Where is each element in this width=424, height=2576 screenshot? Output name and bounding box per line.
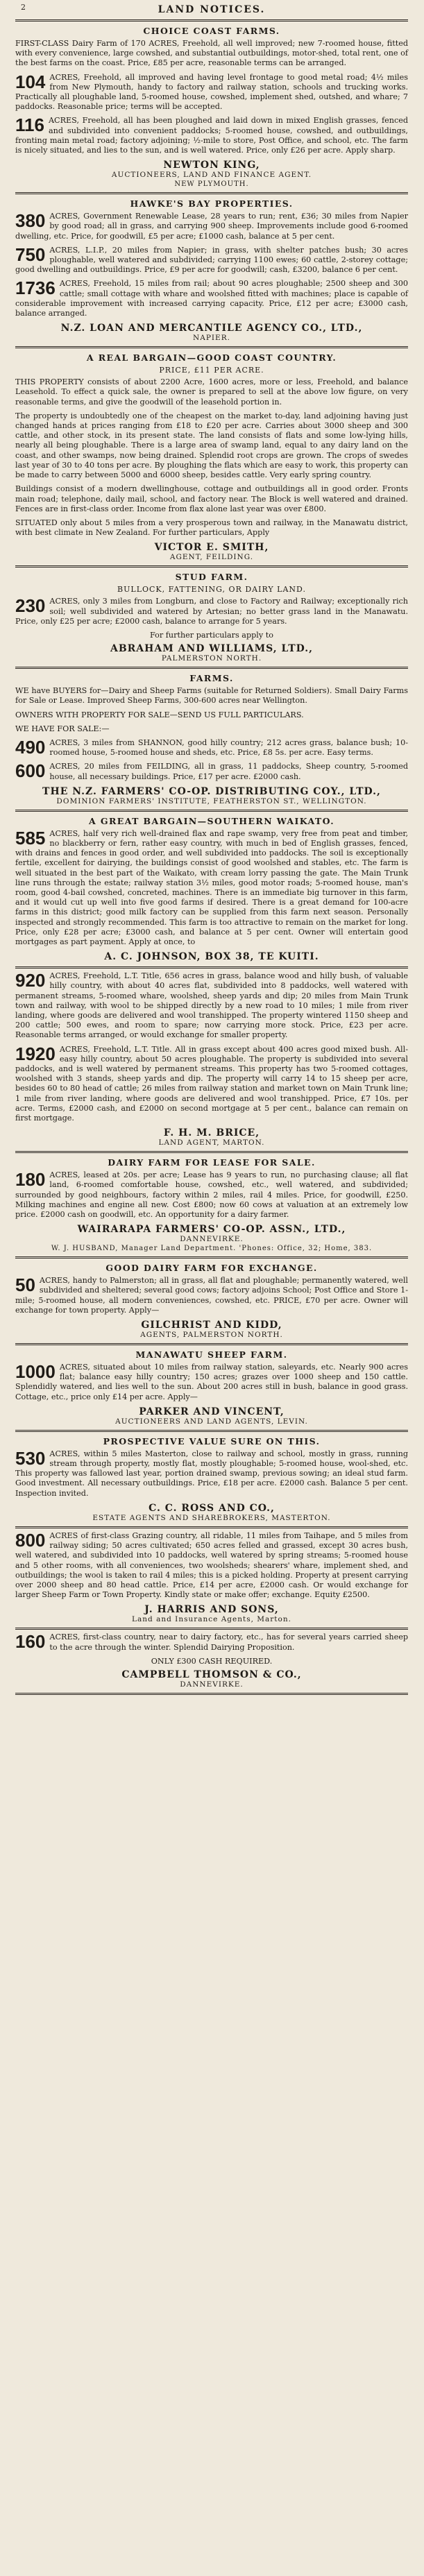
section-divider (15, 667, 408, 669)
listing-ad (15, 686, 408, 706)
ad-text: SITUATED only about 5 miles from a very prosperous town and railway, in the Manawatu district, with best climate in New Zealand. For further particulars, Apply (15, 518, 408, 538)
listing-ad (15, 1632, 408, 1652)
listing-ad (15, 411, 408, 480)
section-heading: MANAWATU SHEEP FARM. (135, 1349, 288, 1360)
agent-subtitle: LAND AGENT, MARTON. (158, 1138, 265, 1148)
ad-text: OWNERS WITH PROPERTY FOR SALE—SEND US FULL PARTICULARS. (15, 710, 304, 719)
acreage-figure: 160 (15, 1631, 46, 1653)
ad-text: FIRST-CLASS Dairy Farm of 170 ACRES, Freehold, all well improved; new 7-roomed house, fitted with every convenience, large cowshed, and substantial outbuildings, motor-shed, total rent, one of the best farms on the coast. Price, £85 per acre, reasonable terms can be arranged. (15, 39, 408, 68)
listing-section (15, 673, 408, 812)
section-heading: A GREAT BARGAIN—SOUTHERN WAIKATO. (89, 815, 334, 826)
agent-subtitle: PALMERSTON NORTH. (161, 654, 262, 663)
agent-subtitle: DOMINION FARMERS' INSTITUTE, FEATHERSTON ST., WELLINGTON. (56, 796, 367, 805)
listing-ad (15, 484, 408, 514)
listing-section (15, 1263, 408, 1345)
listing-section (15, 26, 408, 194)
acreage-figure: 920 (15, 970, 46, 991)
listing-section (15, 816, 408, 969)
listing-ad (15, 116, 408, 155)
agent-subtitle: AGENTS, PALMERSTON NORTH. (140, 1331, 283, 1340)
listing-section (15, 198, 408, 348)
section-heading: GOOD DAIRY FARM FOR EXCHANGE. (105, 1263, 318, 1274)
listing-ad (15, 738, 408, 758)
acreage-figure: 1000 (15, 1361, 56, 1383)
agent-name: C. C. ROSS AND CO., (149, 1502, 275, 1514)
sections-container (15, 26, 408, 1695)
agent-name: J. HARRIS AND SONS, (144, 1604, 279, 1616)
agent-name: WAIRARAPA FARMERS' CO-OP. ASSN., LTD., (77, 1224, 346, 1236)
listing-ad (15, 1363, 408, 1402)
acreage-figure: 104 (15, 71, 46, 92)
section-divider (15, 1526, 408, 1528)
page-content (15, 4, 408, 1698)
section-divider (15, 1343, 408, 1345)
section-divider (15, 565, 408, 568)
agent-subtitle: DANNEVIRKE. (180, 1680, 244, 1689)
listing-section (15, 352, 408, 568)
listing-ad (15, 246, 408, 275)
agent-name: VICTOR E. SMITH, (154, 542, 269, 554)
ad-text: ACRES, Freehold, L.T. Title. All in grass except about 400 acres good mixed bush. All-easy hilly country, about 50 acres ploughable. The property is subdivided into several paddocks, and is well watered by permanent streams. This property has two 5-roomed cottages, woolshed with 3 stands, sheep yards and dip. The property will carry 14 to 15 sheep per acre, besides 60 to 80 head of cattle; 26 miles from railway station and market town on Main Trunk line; 1 mile from river landing, where goods are delivered and wool transhipped. Price, £7 10s. per acre. Terms, £2000 cash, and £2000 on second mortgage at 5 per cent., balance can remain on first mortgage. (15, 1044, 408, 1123)
ad-text: ACRES, first-class country, near to dairy factory, etc., has for several years carried sheep to the acre through the winter. Splendid Dairying Proposition. (49, 1632, 408, 1652)
section-divider (15, 1628, 408, 1630)
ad-text: WE have BUYERS for—Dairy and Sheep Farms (suitable for Returned Soldiers). Small Dairy Farms for Sale or Lease. Improved Sheep Farms, 300-600 acres near Wellington. (15, 686, 408, 706)
agent-subtitle: Land and Insurance Agents, Marton. (132, 1615, 291, 1624)
agent-name: CAMPBELL THOMSON & CO., (121, 1669, 302, 1680)
listing-ad (15, 710, 408, 720)
ad-text: ACRES, Freehold, all has been ploughed and laid down in mixed English grasses, fenced and subdivided into convenient paddocks; 5-roomed house, cowshed, and outbuildings, fronting main metal road; factory adjoining; ½-mile to store, Post Office, and school, etc. The farm is nicely situated, and lies to the sun, and is well watered. Price, only £26 per acre. Apply sharp. (15, 116, 408, 155)
section-heading: STUD FARM. (175, 572, 248, 583)
ad-text: ACRES, L.I.P., 20 miles from Napier; in grass, with shelter patches bush; 30 acres ploughable, well watered and subdivided; carrying 1100 ewes; 60 cattle, 2-storey cottage; good dwelling and outbuildings. Price, £9 per acre for goodwill; cash, £3200, balance 6 per cent. (15, 245, 408, 275)
acreage-figure: 180 (15, 1169, 46, 1191)
acreage-figure: 750 (15, 244, 46, 265)
listing-ad (15, 1531, 408, 1600)
agent-name: GILCHRIST AND KIDD, (141, 1320, 282, 1331)
agent-address: W. J. HUSBAND, Manager Land Department. 'Phones: Office, 32; Home, 383. (51, 1245, 373, 1253)
acreage-figure: 800 (15, 1529, 46, 1551)
agent-name: A. C. JOHNSON, BOX 38, TE KUITI. (104, 951, 319, 963)
agent-name: ABRAHAM AND WILLIAMS, LTD., (110, 643, 314, 655)
section-heading: FARMS. (189, 673, 234, 684)
ad-text: Buildings consist of a modern dwellinghouse, cottage and outbuildings all in good order. Fronts main road; telephone, daily mail, school, and factory near. The Block is well watered and drained. Fences are in first-class order. Income from flax alone last year was over £800. (15, 484, 408, 513)
listing-section (15, 572, 408, 669)
ad-text: ACRES, Freehold, L.T. Title, 656 acres in grass, balance wood and hilly bush, of valuable hilly country, with about 40 acres flat, subdivided into 8 paddocks, well watered with permanent streams, 5-roomed whare, woolshed, sheep yards and dip; 20 miles from Main Trunk town and railway, with wool to be shipped directly by a new road to 10 miles; 1 mile from river landing, where goods are delivered and wool transhipped. The property wintered 1150 sheep and 200 cattle; 500 ewes, and room to spare; now carrying more stock. Price, £23 per acre. Reasonable terms arranged, or would exchange for smaller property. (15, 971, 408, 1040)
listing-ad (15, 1045, 408, 1124)
acreage-figure: 116 (15, 114, 44, 136)
listing-ad (15, 518, 408, 538)
ad-text: The property is undoubtedly one of the cheapest on the market to-day, land adjoining having just changed hands at prices ranging from £18 to £20 per acre. Carries about 3000 sheep and 300 cattle, and other stock, in its present state. The land consists of flats and some low-lying hills, nearly all being ploughable. There is a large area of swamp land, equal to any dairy land on the coast, and other swamps, now being drained. Splendid root crops are grown. The crops of swedes last year of 30 to 40 tons per acre. By ploughing the flats which are easy to work, this property can be made to carry between 5000 and 6000 sheep, besides cattle. Very early spring country. (15, 411, 408, 480)
listing-section (15, 1157, 408, 1259)
section-heading: DAIRY FARM FOR LEASE FOR SALE. (108, 1157, 316, 1168)
section-divider (15, 1151, 408, 1153)
section-heading: HAWKE'S BAY PROPERTIES. (130, 198, 294, 210)
acreage-figure: 50 (15, 1274, 35, 1296)
listing-section (15, 1349, 408, 1432)
section-divider (15, 1430, 408, 1432)
listing-ad (15, 971, 408, 1040)
ad-text: ACRES, half very rich well-drained flax and rape swamp, very free from peat and timber, no blackberry or fern, rather easy country, with much in bed of English grasses, fenced, with drains and fences in good order, and well subdivided into paddocks. The soil is exceptionally fertile, excellent for dairying, the buildings consist of good woolshed and stables, etc. The farm is well situated in the best part of the Waikato, with cream lorry passing the gate. The Main Trunk line runs through the estate; railway station 3½ miles, good motor roads; 5-roomed house, man's room, good 4-bail cowshed, concreted, machines. There is an immediate big turnover in this farm, and it would cut up well into five good farms if desired. There is a great demand for 100-acre farms in this district; good milk factory can be supplied from this farm next season. Personally inspected and strongly recommended. This farm is too attractive to remain on the market for long. Price, only £28 per acre; £3000 cash, and balance at 5 per cent. Owner will entertain good mortgages as part payment. Apply at once, to (15, 828, 408, 946)
agent-address: NEW PLYMOUTH. (174, 180, 249, 189)
listing-ad (15, 377, 408, 407)
acreage-figure: 490 (15, 736, 46, 758)
section-subheading: PRICE, £11 PER ACRE. (159, 366, 264, 375)
listing-ad (15, 597, 408, 626)
listing-ad (15, 279, 408, 318)
section-divider (15, 810, 408, 812)
agent-subtitle: AUCTIONEERS AND LAND AGENTS, LEVIN. (115, 1417, 308, 1426)
listing-ad (15, 39, 408, 69)
listing-ad (15, 762, 408, 781)
acreage-figure: 1920 (15, 1043, 56, 1064)
listing-ad (15, 1449, 408, 1499)
listing-section (15, 1632, 408, 1695)
agent-subtitle: AGENT, FEILDING. (169, 553, 254, 562)
section-heading: PROSPECTIVE VALUE SURE ON THIS. (103, 1435, 321, 1447)
agent-name: NEWTON KING, (163, 160, 260, 171)
listing-section (15, 971, 408, 1153)
agent-name: F. H. M. BRICE, (163, 1127, 260, 1139)
ad-text: ACRES, leased at 20s. per acre; Lease has 9 years to run, no purchasing clause; all flat land, 6-roomed comfortable house, cowshed, etc., well watered, and subdivided; surrounded by good neighbours, factory within 2 miles, rail 4 miles. Price, for goodwill, £250. Milking machines and engine all new. Cost £800; now 60 cows at valuation at an extremely low price. £2000 cash on goodwill, etc. An opportunity for a dairy farmer. (15, 1170, 408, 1220)
section-note: ONLY £300 CASH REQUIRED. (151, 1656, 273, 1666)
agent-subtitle: DANNEVIRKE. (180, 1235, 244, 1244)
ad-text: ACRES, situated about 10 miles from railway station, saleyards, etc. Nearly 900 acres flat; balance easy hilly country; 150 acres; grazes over 1000 sheep and 150 cattle. Splendidly watered, and lies well to the sun. About 200 acres still in bush, balance in good grass. Cottage, etc., price only £14 per acre. Apply— (15, 1363, 408, 1401)
ad-text: THIS PROPERTY consists of about 2200 Acre, 1600 acres, more or less, Freehold, and balance Leasehold. To effect a quick sale, the owner is prepared to sell at the above low figure, on very reasonable terms, and give the goodwill of the leasehold portion in. (15, 377, 408, 407)
section-divider (15, 346, 408, 348)
listing-section (15, 1531, 408, 1630)
ad-text: ACRES, Freehold, 15 miles from rail; about 90 acres ploughable; 2500 sheep and 300 cattle; small cottage with whare and woolshed fitted with machines; place is capable of considerable improvement with increased carrying capacity. Price, £12 per acre; £3000 cash, balance arranged. (15, 279, 408, 318)
page-number: 2 (21, 3, 26, 12)
agent-subtitle: NAPIER. (193, 334, 230, 343)
section-note: For further particulars apply to (149, 630, 273, 640)
ad-text: ACRES, 3 miles from SHANNON, good hilly country; 212 acres grass, balance bush; 10-roomed house, 5-roomed house and sheds, etc. Price, £8 5s. per acre. Easy terms. (49, 737, 408, 758)
listing-section (15, 1436, 408, 1528)
agent-name: PARKER AND VINCENT, (139, 1406, 285, 1417)
section-divider (15, 966, 408, 969)
agent-name: N.Z. LOAN AND MERCANTILE AGENCY CO., LTD., (60, 323, 363, 334)
ad-text: ACRES, handy to Palmerston; all in grass, all flat and ploughable; permanently watered, well subdivided and sheltered; several good cows; factory adjoins School; Post Office and Store 1-mile; 5-roomed house, all modern conveniences, cowshed, etc. PRICE, £70 per acre. Owner will exchange for town property. Apply— (15, 1276, 408, 1315)
ad-text: ACRES, within 5 miles Masterton, close to railway and school, mostly in grass, running stream through property, mostly flat, mostly ploughable; 5-roomed house, wool-shed, etc. This property was fallowed last year, portion drained swamp, previous sowing; an ideal stud farm. Good investment. All necessary outbuildings. Price, £18 per acre. £2000 cash. Balance 5 per cent. Inspection invited. (15, 1449, 408, 1498)
section-divider (15, 1693, 408, 1695)
section-divider (15, 1256, 408, 1259)
listing-ad (15, 212, 408, 241)
listing-ad (15, 829, 408, 947)
listing-ad (15, 724, 408, 734)
acreage-figure: 585 (15, 827, 46, 848)
acreage-figure: 230 (15, 595, 46, 617)
section-heading: CHOICE COAST FARMS. (143, 26, 280, 36)
acreage-figure: 530 (15, 1447, 46, 1469)
listing-ad (15, 73, 408, 112)
ad-text: ACRES of first-class Grazing country, all ridable, 11 miles from Taihape, and 5 miles from railway siding; 50 acres cultivated; 650 acres felled and grassed, except 30 acres bush, well watered, and subdivided into 10 paddocks, well watered by spring streams; 5-roomed house and 5 other rooms, with all conveniences, two woolsheds; shearers' whare, implement shed, and outbuildings; the wool is taken to rail 4 miles; this is a picked holding. Property at present carrying over 2000 sheep and 80 head cattle. Price, £14 per acre, £2000 cash. Or would exchange for larger Sheep Farm or Town Property. Kindly state or make offer; exchange. Equity £2500. (15, 1530, 408, 1600)
acreage-figure: 380 (15, 210, 46, 232)
section-subheading: BULLOCK, FATTENING, OR DAIRY LAND. (117, 585, 306, 595)
ad-text: ACRES, Freehold, all improved and having level frontage to good metal road; 4½ miles from New Plymouth, handy to factory and railway station, schools and trucking works. Practically all ploughable land, 5-roomed house, cowshed, implement shed, outshed, and whare; 7 paddocks. Reasonable price; terms will be accepted. (15, 72, 408, 112)
section-divider (15, 192, 408, 194)
section-heading: A REAL BARGAIN—GOOD COAST COUNTRY. (86, 352, 337, 364)
ad-text: ACRES, only 3 miles from Longburn, and close to Factory and Railway; exceptionally rich soil; well subdivided and watered by Artesian; no better grass land in the Manawatu. Price, only £25 per acre; £2000 cash, balance to arrange for 5 years. (15, 597, 408, 626)
listing-ad (15, 1276, 408, 1315)
agent-name: THE N.Z. FARMERS' CO-OP. DISTRIBUTING COY., LTD., (42, 785, 381, 797)
ad-text: ACRES, Government Renewable Lease, 28 years to run; rent, £36; 30 miles from Napier by good road; all in grass, and carrying 900 sheep. Improvements include good 6-roomed dwelling, etc. Price, for goodwill, £5 per acre; £1000 cash, balance at 5 per cent. (15, 212, 408, 241)
listing-ad (15, 1170, 408, 1220)
acreage-figure: 1736 (15, 278, 56, 299)
agent-subtitle: AUCTIONEERS, LAND AND FINANCE AGENT. (111, 171, 312, 180)
ad-text: WE HAVE FOR SALE:— (15, 724, 110, 733)
agent-subtitle: ESTATE AGENTS AND SHAREBROKERS, MASTERTON. (92, 1513, 331, 1522)
divider (15, 19, 408, 22)
masthead: LAND NOTICES. (158, 4, 266, 15)
acreage-figure: 600 (15, 760, 46, 782)
ad-text: ACRES, 20 miles from FEILDING, all in grass, 11 paddocks, Sheep country, 5-roomed house, all necessary buildings. Price, £17 per acre. £2000 cash. (49, 762, 408, 781)
